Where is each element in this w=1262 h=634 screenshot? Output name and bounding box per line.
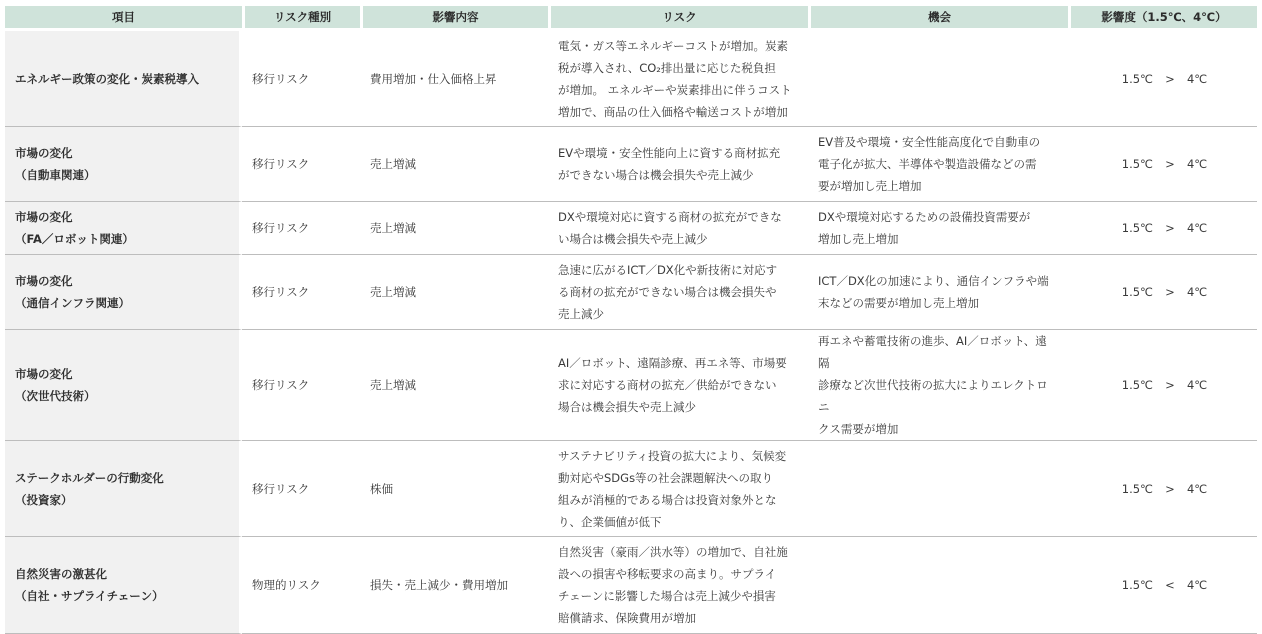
table-row (5, 537, 1257, 634)
impact-1-5c-label: 1.5℃ (1121, 378, 1153, 392)
impact-content-cell: 売上増減 (360, 255, 548, 330)
header-risk-type: リスク種別 (242, 6, 360, 28)
climate-risk-table (5, 6, 1257, 634)
impact-comparison: > (1165, 71, 1175, 86)
opportunity-cell: ICT／DX化の加速により、通信インフラや端 末などの需要が増加し売上増加 (808, 255, 1068, 330)
impact-content-cell: 費用増加・仕入価格上昇 (360, 31, 548, 127)
impact-4c-label: 4℃ (1186, 285, 1208, 299)
header-item: 項目 (5, 6, 242, 28)
impact-comparison: > (1165, 221, 1175, 235)
impact-1-5c-label: 1.5℃ (1121, 285, 1153, 299)
item-cell: 自然災害の激甚化 （自社・サプライチェーン） (5, 537, 242, 634)
risk-cell: 電気・ガス等エネルギーコストが増加。炭素 税が導入され、CO₂排出量に応じた税負担 が増加。 エネルギーや炭素排出に伴うコスト 増加で、商品の仕入価格や輸送コストが増加 (548, 31, 808, 127)
item-cell: ステークホルダーの行動変化 （投資家） (5, 441, 242, 537)
impact-4c-label: 4℃ (1186, 221, 1208, 235)
opportunity-cell (808, 441, 1068, 537)
opportunity-cell: DXや環境対応するための設備投資需要が 増加し売上増加 (808, 202, 1068, 255)
impact-level-cell (1068, 31, 1257, 127)
item-cell: 市場の変化 （次世代技術） (5, 330, 242, 441)
impact-4c-label: 4℃ (1186, 71, 1208, 86)
risk-type-cell: 移行リスク (242, 330, 360, 441)
header-impact-level: 影響度（1.5℃、4℃） (1068, 6, 1257, 28)
item-cell: エネルギー政策の変化・炭素税導入 (5, 31, 242, 127)
opportunity-cell (808, 537, 1068, 634)
impact-comparison: > (1165, 378, 1175, 392)
impact-1-5c-label: 1.5℃ (1121, 578, 1153, 592)
impact-4c-label: 4℃ (1186, 481, 1208, 496)
impact-comparison: > (1165, 481, 1175, 496)
table-body (5, 31, 1257, 634)
impact-comparison: > (1165, 285, 1175, 299)
impact-level-cell (1068, 255, 1257, 330)
opportunity-cell: EV普及や環境・安全性能高度化で自動車の 電子化が拡大、半導体や製造設備などの需 要が増加し売上増加 (808, 127, 1068, 202)
opportunity-cell (808, 31, 1068, 127)
item-cell: 市場の変化 （FA／ロボット関連） (5, 202, 242, 255)
risk-type-cell: 物理的リスク (242, 537, 360, 634)
item-cell: 市場の変化 （自動車関連） (5, 127, 242, 202)
impact-level-cell (1068, 537, 1257, 634)
impact-content-cell: 売上増減 (360, 127, 548, 202)
impact-content-cell: 売上増減 (360, 202, 548, 255)
item-cell: 市場の変化 （通信インフラ関連） (5, 255, 242, 330)
risk-cell: DXや環境対応に資する商材の拡充ができな い場合は機会損失や売上減少 (548, 202, 808, 255)
impact-4c-label: 4℃ (1186, 578, 1208, 592)
risk-type-cell: 移行リスク (242, 202, 360, 255)
impact-level-cell (1068, 330, 1257, 441)
risk-type-cell: 移行リスク (242, 441, 360, 537)
header-impact-content: 影響内容 (360, 6, 548, 28)
risk-cell: 自然災害（豪雨／洪水等）の増加で、自社施 設への損害や移転要求の高まり。サプライ チェーンに影響した場合は売上減少や損害 賠償請求、保険費用が増加 (548, 537, 808, 634)
impact-4c-label: 4℃ (1186, 157, 1208, 171)
impact-content-cell: 売上増減 (360, 330, 548, 441)
table-row (5, 330, 1257, 441)
header-risk: リスク (548, 6, 808, 28)
impact-1-5c-label: 1.5℃ (1121, 157, 1153, 171)
risk-type-cell: 移行リスク (242, 127, 360, 202)
table-header-row (5, 6, 1257, 28)
table-row (5, 255, 1257, 330)
risk-type-cell: 移行リスク (242, 255, 360, 330)
risk-type-cell: 移行リスク (242, 31, 360, 127)
impact-content-cell: 損失・売上減少・費用増加 (360, 537, 548, 634)
impact-comparison: > (1165, 157, 1175, 171)
impact-comparison: < (1165, 578, 1175, 592)
impact-level-cell (1068, 441, 1257, 537)
impact-content-cell: 株価 (360, 441, 548, 537)
header-opportunity: 機会 (808, 6, 1068, 28)
risk-cell: サステナビリティ投資の拡大により、気候変 動対応やSDGs等の社会課題解決への取り 組みが消極的である場合は投資対象外とな り、企業価値が低下 (548, 441, 808, 537)
risk-cell: AI／ロボット、遠隔診療、再エネ等、市場要 求に対応する商材の拡充／供給ができない 場合は機会損失や売上減少 (548, 330, 808, 441)
risk-cell: 急速に広がるICT／DX化や新技術に対応す る商材の拡充ができない場合は機会損失や 売上減少 (548, 255, 808, 330)
risk-cell: EVや環境・安全性能向上に資する商材拡充 ができない場合は機会損失や売上減少 (548, 127, 808, 202)
impact-1-5c-label: 1.5℃ (1121, 221, 1153, 235)
opportunity-cell: 再エネや蓄電技術の進歩、AI／ロボット、遠隔 診療など次世代技術の拡大によりエレクトロニ クス需要が増加 (808, 330, 1068, 441)
impact-1-5c-label: 1.5℃ (1121, 71, 1153, 86)
table-row (5, 441, 1257, 537)
impact-4c-label: 4℃ (1186, 378, 1208, 392)
impact-1-5c-label: 1.5℃ (1121, 481, 1153, 496)
impact-level-cell (1068, 127, 1257, 202)
table-row (5, 202, 1257, 255)
table-row (5, 127, 1257, 202)
impact-level-cell (1068, 202, 1257, 255)
table-row (5, 31, 1257, 127)
